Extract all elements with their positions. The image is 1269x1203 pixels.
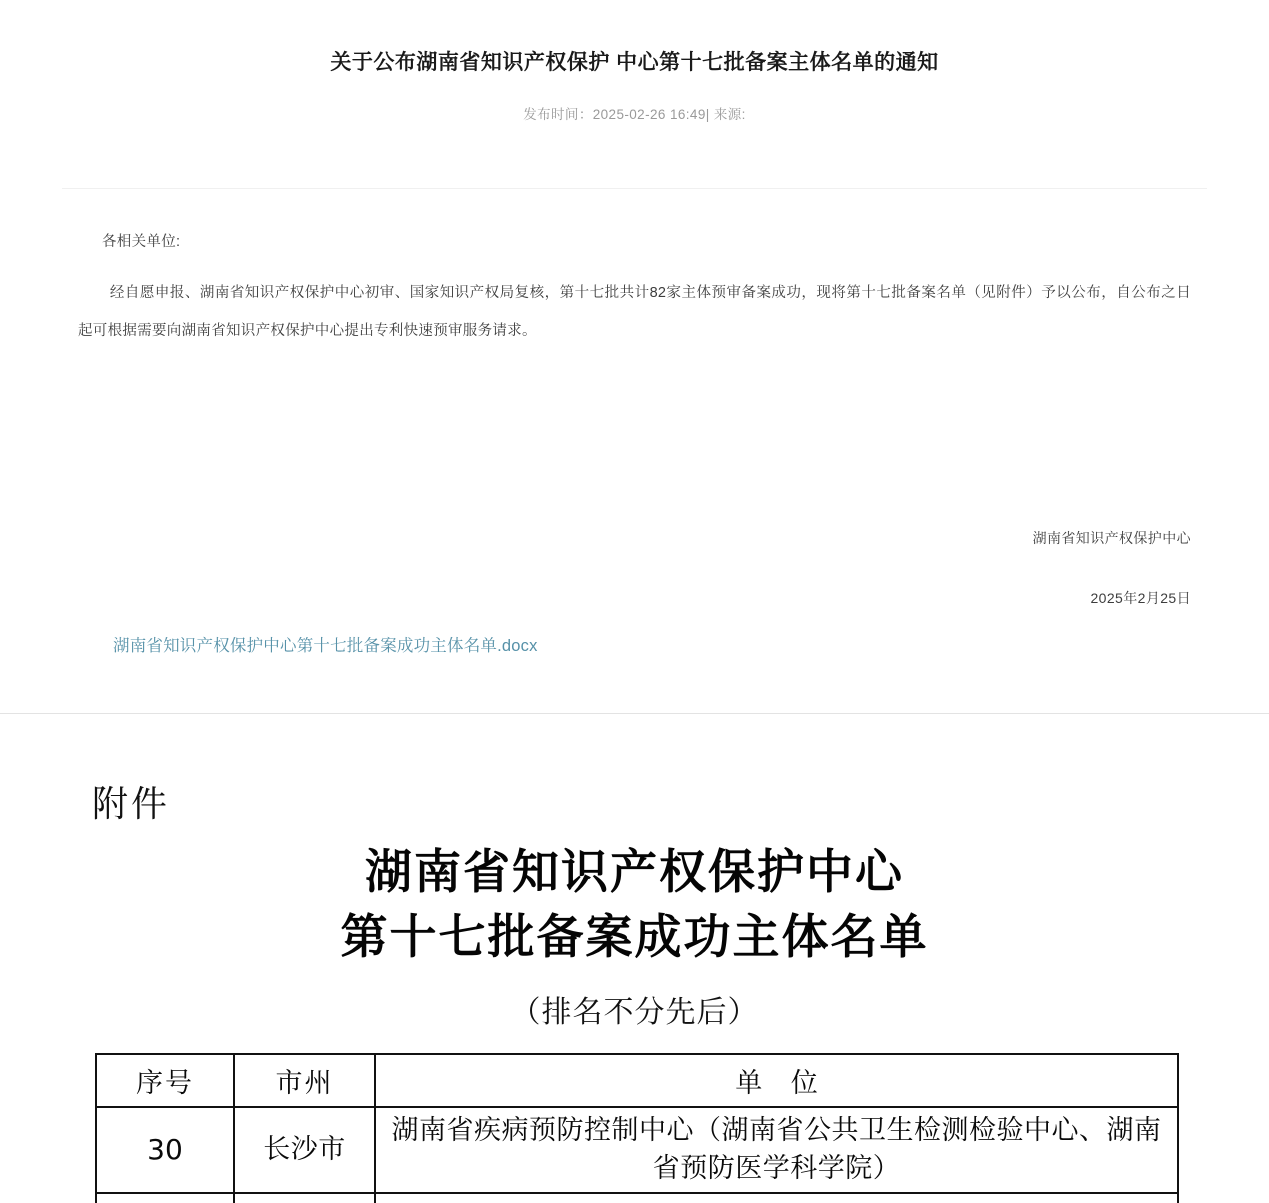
attachment-link-container[interactable] xyxy=(113,632,538,656)
publish-time-label: 发布时间： xyxy=(523,107,593,123)
source-label: 来源: xyxy=(713,107,746,123)
page-title: 关于公布湖南省知识产权保护 中心第十七批备案主体名单的通知 xyxy=(330,51,939,74)
document-preview xyxy=(0,714,1269,1203)
signature-date: 2025年2月25日 xyxy=(1090,590,1191,606)
column-header-city: 市州 xyxy=(234,1054,375,1107)
table-header-row xyxy=(96,1054,1178,1107)
document-title-line-2: 第十七批备案成功主体名单 xyxy=(340,909,929,965)
table-body xyxy=(96,1107,1178,1203)
cell-no: 30 xyxy=(96,1107,234,1194)
table-row xyxy=(96,1107,1178,1194)
article-meta xyxy=(0,77,1269,123)
column-header-no: 序号 xyxy=(96,1054,234,1107)
table-head xyxy=(96,1054,1178,1107)
cell-unit: 湖南省疾病预防控制中心（湖南省公共卫生检测检验中心、湖南省预防医学科学院） xyxy=(375,1107,1178,1194)
salutation-text: 各相关单位: xyxy=(102,234,181,250)
article-body xyxy=(0,228,1269,350)
column-header-unit: 单 位 xyxy=(375,1054,1178,1107)
document-title-line-1: 湖南省知识产权保护中心 xyxy=(365,845,904,900)
registered-entities-table xyxy=(95,1053,1179,1203)
publish-time-value: 2025-02-26 16:49 xyxy=(592,107,706,123)
signature-organization: 湖南省知识产权保护中心 xyxy=(1032,530,1191,546)
meta-separator: | xyxy=(705,107,710,123)
document-subtitle: （排名不分先后） xyxy=(510,994,759,1030)
document-attachment-label: 附件 xyxy=(92,784,171,825)
signature-block xyxy=(0,528,1191,608)
document-title xyxy=(0,827,1269,971)
header-divider xyxy=(62,188,1207,189)
attachment-docx-link[interactable]: 湖南省知识产权保护中心第十七批备案成功主体名单.docx xyxy=(113,637,538,655)
body-paragraph: 经自愿申报、湖南省知识产权保护中心初审、国家知识产权局复核，第十七批共计82家主体预审备案成功，现将第十七批备案名单（见附件）予以公布，自公布之日起可根据需要向湖南省知识产权保护中心提出专利快速预审服务请求。 xyxy=(78,285,1191,339)
cell-city: 长沙市 xyxy=(234,1107,375,1194)
